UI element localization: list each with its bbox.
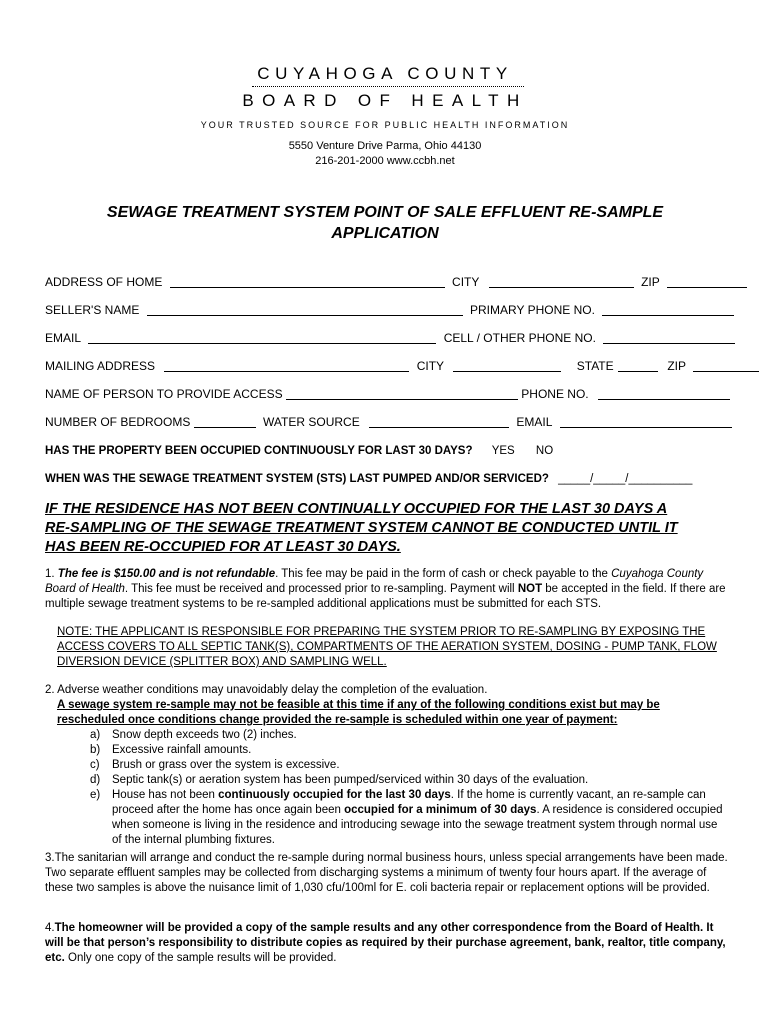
condition-a-text: Snow depth exceeds two (2) inches. bbox=[112, 729, 297, 741]
item-2-number: 2. bbox=[45, 684, 55, 696]
seller-label: SELLER'S NAME bbox=[45, 303, 140, 317]
no-option[interactable]: NO bbox=[535, 445, 554, 457]
state-label: STATE bbox=[576, 359, 614, 373]
email-row bbox=[45, 330, 725, 346]
zip-label: ZIP bbox=[641, 275, 660, 289]
condition-c: c) Brush or grass over the system is excessive. bbox=[90, 759, 340, 771]
note-paragraph: NOTE: THE APPLICANT IS RESPONSIBLE FOR PREPARING THE SYSTEM PRIOR TO RE-SAMPLING BY EXPOSING THE ACCESS COVERS TO ALL SEPTIC TANK(S), COMPARTMENTS OF THE AERATION SYSTEM, DOSING - PUMP TANK, FLOW DIVERSION DEVICE (SPLITTER BOX) AND SAMPLING WELL. bbox=[57, 626, 717, 668]
mailing-city-field[interactable] bbox=[453, 358, 561, 374]
pumped-date-field[interactable]: _____/_____/__________ bbox=[558, 473, 693, 485]
email2-label: EMAIL bbox=[516, 415, 553, 429]
form-title-line1: SEWAGE TREATMENT SYSTEM POINT OF SALE EFFLUENT RE-SAMPLE bbox=[106, 204, 664, 221]
letterhead-tagline: YOUR TRUSTED SOURCE FOR PUBLIC HEALTH INFORMATION bbox=[200, 120, 570, 130]
address-field[interactable] bbox=[170, 274, 445, 290]
occupied-row bbox=[45, 443, 725, 459]
access-person-field[interactable] bbox=[286, 386, 518, 402]
condition-e-bold2: occupied for a minimum of 30 days bbox=[344, 804, 537, 816]
condition-b-text: Excessive rainfall amounts. bbox=[112, 744, 252, 756]
seller-row bbox=[45, 302, 725, 318]
item-2-conditions: A sewage system re-sample may not be feasible at this time if any of the following conditions exist but may be rescheduled once conditions change provided the re-sample is scheduled within one year of payment: bbox=[57, 699, 660, 726]
condition-e: e) House has not been continuously occupied for the last 30 days. If the home is currently vacant, an re-sample can proceed after the home has once again been occupied for a minimum of 30 days. A residence is considered occupied when someone is living in the residence and introducing sewage into the sewage treatment system through normal use of the internal plumbing fixtures. bbox=[90, 789, 723, 846]
condition-b: b) Excessive rainfall amounts. bbox=[90, 744, 252, 756]
item-4-bold: The homeowner will be provided a copy of the sample results and any other correspondence from the Board of Health. It will be that person’s responsibility to distribute copies as required by their purchase agreement, bank, realtor, title company, etc. bbox=[45, 922, 726, 964]
item-1-number: 1. bbox=[45, 568, 55, 580]
item-1-payee: Cuyahoga County Board of Health bbox=[45, 568, 704, 595]
form-title-line2: APPLICATION bbox=[331, 225, 439, 242]
access-phone-field[interactable] bbox=[598, 386, 730, 402]
mailing-address-field[interactable] bbox=[164, 358, 409, 374]
cell-phone-field[interactable] bbox=[603, 330, 735, 346]
letterhead-board: BOARD OF HEALTH bbox=[242, 91, 528, 110]
bedrooms-label: NUMBER OF BEDROOMS bbox=[45, 415, 191, 429]
letterhead-address: 5550 Venture Drive Parma, Ohio 44130 bbox=[288, 140, 482, 152]
item-3-number: 3. bbox=[45, 852, 55, 864]
item-1-text-b: . This fee must be received and processed prior to re-sampling. Payment will bbox=[124, 583, 518, 595]
item-4-number: 4. bbox=[45, 922, 55, 934]
address-row bbox=[45, 274, 725, 290]
city-field[interactable] bbox=[489, 274, 634, 290]
item-3 bbox=[45, 851, 730, 896]
letterhead-county: CUYAHOGA COUNTY bbox=[257, 64, 513, 83]
access-row bbox=[45, 386, 725, 402]
city-label: CITY bbox=[452, 275, 480, 289]
primary-phone-field[interactable] bbox=[602, 302, 734, 318]
occupied-question: HAS THE PROPERTY BEEN OCCUPIED CONTINUOUSLY FOR LAST 30 DAYS? bbox=[45, 445, 473, 457]
yes-option[interactable]: YES bbox=[491, 445, 515, 457]
item-1-fee: The fee is $150.00 and is not refundable bbox=[57, 568, 276, 580]
letterhead-contact: 216-201-2000 www.ccbh.net bbox=[315, 155, 455, 167]
state-field[interactable] bbox=[618, 358, 658, 374]
condition-d: d) Septic tank(s) or aeration system has been pumped/serviced within 30 days of the evaluation. bbox=[90, 774, 589, 786]
bedrooms-row bbox=[45, 414, 725, 430]
condition-c-text: Brush or grass over the system is excessive. bbox=[112, 759, 340, 771]
item-4 bbox=[45, 921, 730, 966]
mailing-row bbox=[45, 358, 725, 374]
mailing-city-label: CITY bbox=[416, 359, 445, 373]
item-4-text: Only one copy of the sample results will be provided. bbox=[64, 952, 337, 964]
condition-e-text3: . A residence is considered occupied when someone is living in the residence and introducing sewage into the sewage treatment system through normal use of the internal plumbing fixtures. bbox=[112, 804, 723, 846]
mailing-address-label: MAILING ADDRESS bbox=[45, 359, 156, 373]
item-2 bbox=[45, 683, 730, 698]
condition-d-text: Septic tank(s) or aeration system has been pumped/serviced within 30 days of the evaluation. bbox=[112, 774, 589, 786]
letterhead-divider bbox=[252, 86, 524, 87]
item-1-not: NOT bbox=[517, 583, 543, 595]
water-source-field[interactable] bbox=[369, 414, 509, 430]
mailing-zip-label: ZIP bbox=[667, 359, 686, 373]
cell-phone-label: CELL / OTHER PHONE NO. bbox=[443, 331, 596, 345]
item-2-text: Adverse weather conditions may unavoidably delay the completion of the evaluation. bbox=[57, 684, 488, 696]
warning-line2: RE-SAMPLING OF THE SEWAGE TREATMENT SYSTEM CANNOT BE CONDUCTED UNTIL IT bbox=[45, 520, 678, 536]
zip-field[interactable] bbox=[667, 274, 747, 290]
water-source-label: WATER SOURCE bbox=[263, 415, 360, 429]
email-label: EMAIL bbox=[45, 331, 82, 345]
access-person-label: NAME OF PERSON TO PROVIDE ACCESS bbox=[45, 387, 283, 401]
item-1-text-c: be accepted in the field. If there are multiple sewage treatment systems to be re-sampled additional applications must be submitted for each STS. bbox=[45, 583, 726, 610]
address-label: ADDRESS OF HOME bbox=[45, 275, 163, 289]
bedrooms-field[interactable] bbox=[194, 414, 256, 430]
item-3-text: The sanitarian will arrange and conduct the re-sample during normal business hours, unless special arrangements have been made. Two separate effluent samples may be collected from discharging systems a minimum of twenty four hours apart. If the average of these two samples is above the nuisance limit of 1,030 cfu/100ml for E. coli bacteria repair or replacement options will be provided. bbox=[45, 852, 728, 894]
email2-field[interactable] bbox=[560, 414, 732, 430]
warning-line3: HAS BEEN RE-OCCUPIED FOR AT LEAST 30 DAYS. bbox=[45, 539, 401, 555]
conditions-list bbox=[90, 728, 730, 848]
condition-e-text2: . If the home is currently vacant, an re-sample can proceed after the home has once again been bbox=[112, 789, 706, 816]
pumped-question: WHEN WAS THE SEWAGE TREATMENT SYSTEM (STS) LAST PUMPED AND/OR SERVICED? bbox=[45, 473, 549, 485]
warning-line1: IF THE RESIDENCE HAS NOT BEEN CONTINUALLY OCCUPIED FOR THE LAST 30 DAYS A bbox=[45, 501, 668, 517]
email-field[interactable] bbox=[88, 330, 436, 346]
pumped-row bbox=[45, 471, 725, 487]
condition-e-bold1: continuously occupied for the last 30 days bbox=[218, 789, 451, 801]
item-1-text-a: . This fee may be paid in the form of cash or check payable to the bbox=[275, 568, 612, 580]
condition-e-text1: House has not been bbox=[112, 789, 219, 801]
item-1 bbox=[45, 567, 730, 612]
mailing-zip-field[interactable] bbox=[693, 358, 759, 374]
seller-name-field[interactable] bbox=[147, 302, 463, 318]
condition-a: a) Snow depth exceeds two (2) inches. bbox=[90, 729, 297, 741]
access-phone-label: PHONE NO. bbox=[521, 387, 589, 401]
primary-phone-label: PRIMARY PHONE NO. bbox=[470, 303, 595, 317]
